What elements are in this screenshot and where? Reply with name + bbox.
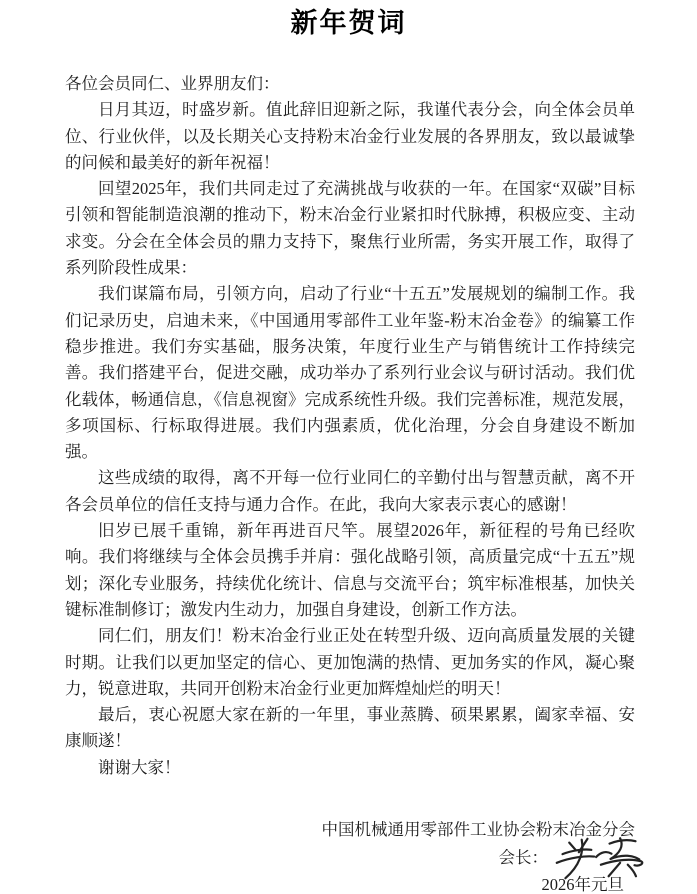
signature-block — [0, 817, 697, 893]
paragraph: 日月其迈，时盛岁新。值此辞旧迎新之际，我谨代表分会，向全体会员单位、行业伙伴，以及长期关心支持粉末冶金行业发展的各界朋友，致以最诚挚的问候和最美好的新年祝福！ — [65, 100, 635, 172]
letter-body — [65, 71, 635, 781]
paragraph: 同仁们，朋友们！粉末冶金行业正处在转型升级、迈向高质量发展的关键时期。让我们以更加坚定的信心、更加饱满的热情、更加务实的作风，凝心聚力，锐意进取，共同开创粉末冶金行业更加辉煌灿烂的明天！ — [65, 626, 635, 698]
paragraph: 旧岁已展千重锦，新年再进百尺竿。展望2026年，新征程的号角已经吹响。我们将继续与全体会员携手并肩：强化战略引领，高质量完成“十五五”规划；深化专业服务，持续优化统计、信息与交流平台；筑牢标准根基，加快关键标准制修订；激发内生动力，加强自身建设，创新工作方法。 — [65, 521, 635, 619]
paragraph: 谢谢大家！ — [98, 757, 181, 777]
paragraph: 我们谋篇布局，引领方向，启动了行业“十五五”发展规划的编制工作。我们记录历史，启迪未来，《中国通用零部件工业年鉴-粉末冶金卷》的编纂工作稳步推进。我们夯实基础，服务决策，年度行业生产与销售统计工作持续完善。我们搭建平台，促进交融，成功举办了系列行业会议与研讨活动。我们优化载体，畅通信息，《信息视窗》完成系统性升级。我们完善标准，规范发展，多项国标、行标取得进展。我们内强素质，优化治理，分会自身建设不断加强。 — [65, 284, 635, 462]
signer-label: 会长： — [498, 848, 548, 868]
signature-date: 2026年元旦 — [541, 875, 624, 894]
salutation: 各位会员同仁、业界朋友们： — [65, 74, 280, 93]
signature-organization: 中国机械通用零部件工业协会粉末冶金分会 — [321, 820, 635, 840]
signer-line — [0, 843, 647, 873]
paragraph: 回望2025年，我们共同走过了充满挑战与收获的一年。在国家“双碳”目标引领和智能制造浪潮的推动下，粉末冶金行业紧扣时代脉搏，积极应变、主动求变。分会在全体会员的鼎力支持下，聚焦行业所需，务实开展工作，取得了系列阶段性成果： — [65, 179, 635, 278]
paragraph: 最后，衷心祝愿大家在新的一年里，事业蒸腾、硕果累累，阖家幸福、安康顺遂！ — [65, 705, 635, 751]
page-title: 新年贺词 — [290, 8, 407, 38]
paragraph: 这些成绩的取得，离不开每一位行业同仁的辛勤付出与智慧贡献，离不开各会员单位的信任支持与通力合作。在此，我向大家表示衷心的感谢！ — [65, 468, 635, 514]
